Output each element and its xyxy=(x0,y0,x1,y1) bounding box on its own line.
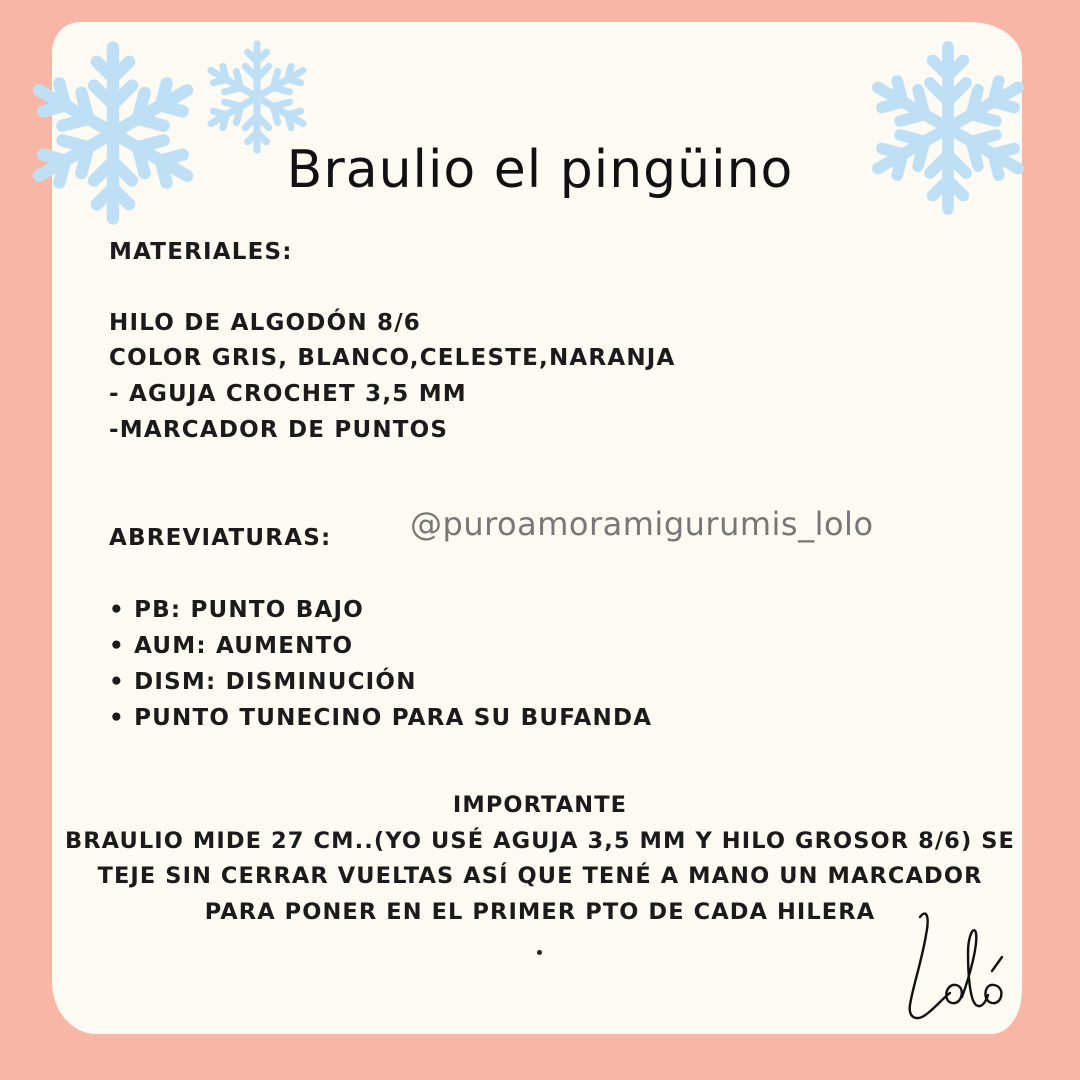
page-title: Braulio el pingüino xyxy=(286,140,794,200)
material-item: COLOR GRIS, BLANCO,CELESTE,NARANJA xyxy=(109,345,676,371)
abbreviation-item: • PB: PUNTO BAJO xyxy=(109,597,364,623)
important-line: BRAULIO MIDE 27 CM..(YO USÉ AGUJA 3,5 MM Y HILO GROSOR 8/6) SE xyxy=(64,828,1016,854)
material-item: - AGUJA CROCHET 3,5 MM xyxy=(109,381,467,407)
abbreviation-item: • AUM: AUMENTO xyxy=(109,633,354,659)
materials-heading: MATERIALES: xyxy=(109,239,293,265)
material-item: HILO DE ALGODÓN 8/6 xyxy=(109,310,422,336)
social-handle: @puroamoramigurumis_lolo xyxy=(410,505,874,543)
abbreviation-item: • DISM: DISMINUCIÓN xyxy=(109,669,417,695)
abbreviation-item: • PUNTO TUNECINO PARA SU BUFANDA xyxy=(109,705,653,731)
important-heading: IMPORTANTE xyxy=(452,792,628,818)
important-line: TEJE SIN CERRAR VUELTAS ASÍ QUE TENÉ A MANO UN MARCADOR xyxy=(97,863,983,889)
material-item: -MARCADOR DE PUNTOS xyxy=(109,417,449,443)
snowflake-icon xyxy=(198,38,316,156)
bullet-dot xyxy=(537,950,542,955)
abbreviations-heading: ABREVIATURAS: xyxy=(109,525,332,551)
signature-logo xyxy=(898,905,1018,1035)
important-line: PARA PONER EN EL PRIMER PTO DE CADA HILERA xyxy=(204,899,876,925)
